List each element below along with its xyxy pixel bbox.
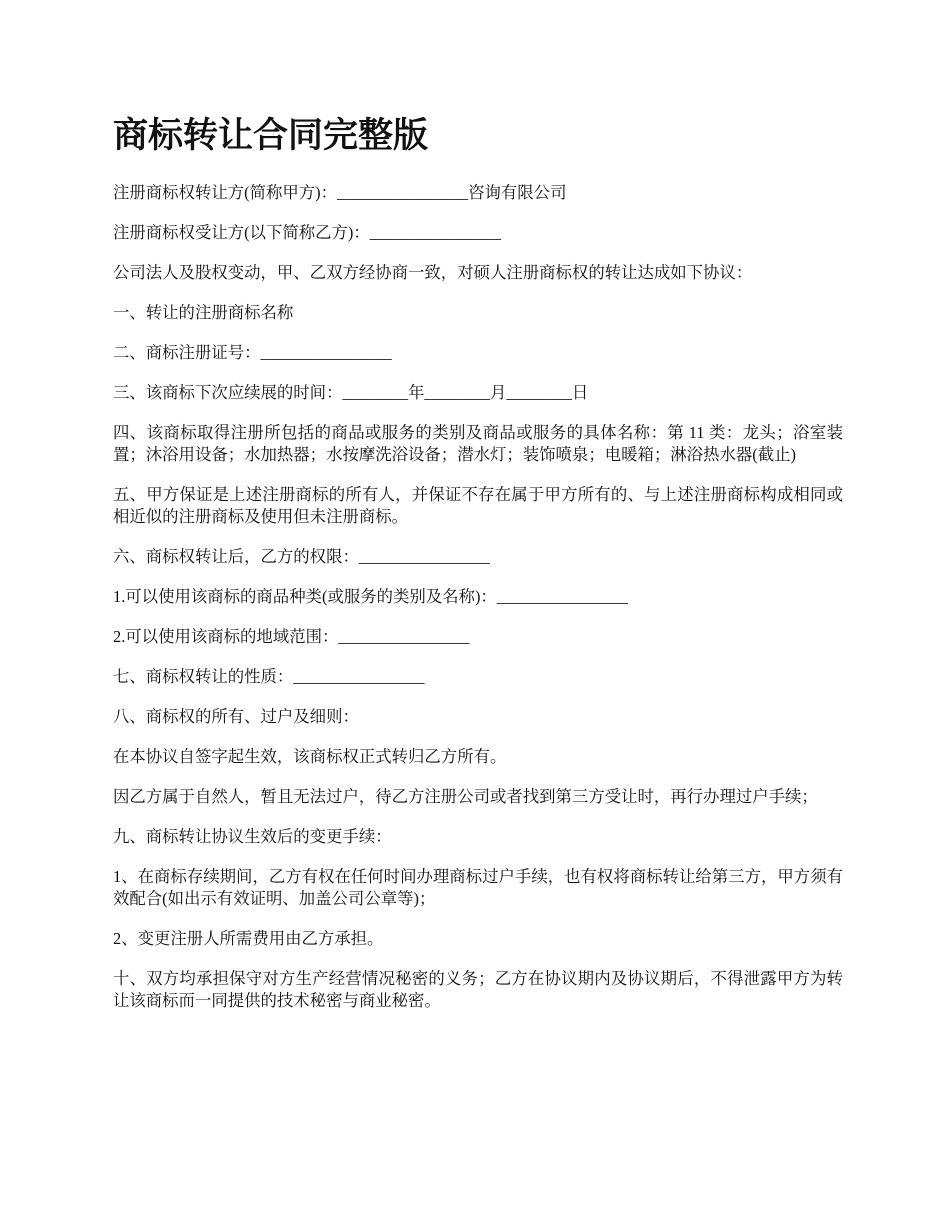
paragraph-clause-6-item-2: 2.可以使用该商标的地域范围：________________ (113, 627, 470, 646)
paragraph-clause-6: 六、商标权转让后，乙方的权限：________________ (113, 547, 490, 566)
paragraph-clause-8-transfer: 因乙方属于自然人，暂且无法过户，待乙方注册公司或者找到第三方受让时，再行办理过户手续； (113, 787, 818, 806)
paragraph-clause-4: 四、该商标取得注册所包括的商品或服务的类别及商品或服务的具体名称：第 11 类：龙头；浴室装置；沐浴用设备；水加热器；水按摩洗浴设备；潜水灯；装饰喷泉；电暖箱；淋浴热水器(截止) (113, 423, 843, 464)
paragraph-clause-6-item-1: 1.可以使用该商标的商品种类(或服务的类别及名称)：________________ (113, 587, 628, 606)
paragraph-clause-7: 七、商标权转让的性质：________________ (113, 667, 425, 686)
paragraph-preamble: 公司法人及股权变动，甲、乙双方经协商一致，对硕人注册商标权的转让达成如下协议： (113, 263, 753, 282)
paragraph-clause-8-effective: 在本协议自签字起生效，该商标权正式转归乙方所有。 (113, 747, 507, 766)
paragraph-clause-2: 二、商标注册证号：________________ (113, 343, 392, 362)
paragraph-clause-9-item-2: 2、变更注册人所需费用由乙方承担。 (113, 929, 384, 948)
paragraph-clause-8: 八、商标权的所有、过户及细则： (113, 707, 359, 726)
paragraph-clause-10: 十、双方均承担保守对方生产经营情况秘密的义务；乙方在协议期内及协议期后，不得泄露甲方为转让该商标而一同提供的技术秘密与商业秘密。 (113, 969, 843, 1010)
paragraph-clause-5: 五、甲方保证是上述注册商标的所有人，并保证不存在属于甲方所有的、与上述注册商标构成相同或相近似的注册商标及使用但未注册商标。 (113, 485, 843, 526)
paragraph-clause-9-item-1: 1、在商标存续期间，乙方有权在任何时间办理商标过户手续，也有权将商标转让给第三方，甲方须有效配合(如出示有效证明、加盖公司公章等)； (113, 867, 843, 908)
paragraph-clause-3: 三、该商标下次应续展的时间：________年________月________日 (113, 383, 589, 402)
paragraph-clause-9: 九、商标转让协议生效后的变更手续： (113, 827, 392, 846)
paragraph-clause-1: 一、转让的注册商标名称 (113, 303, 294, 322)
document-page (113, 112, 843, 1030)
paragraph-transferor: 注册商标权转让方(简称甲方)：________________咨询有限公司 (113, 183, 567, 202)
document-title: 商标转让合同完整版 (113, 116, 429, 156)
paragraph-transferee: 注册商标权受让方(以下简称乙方)：________________ (113, 223, 501, 242)
